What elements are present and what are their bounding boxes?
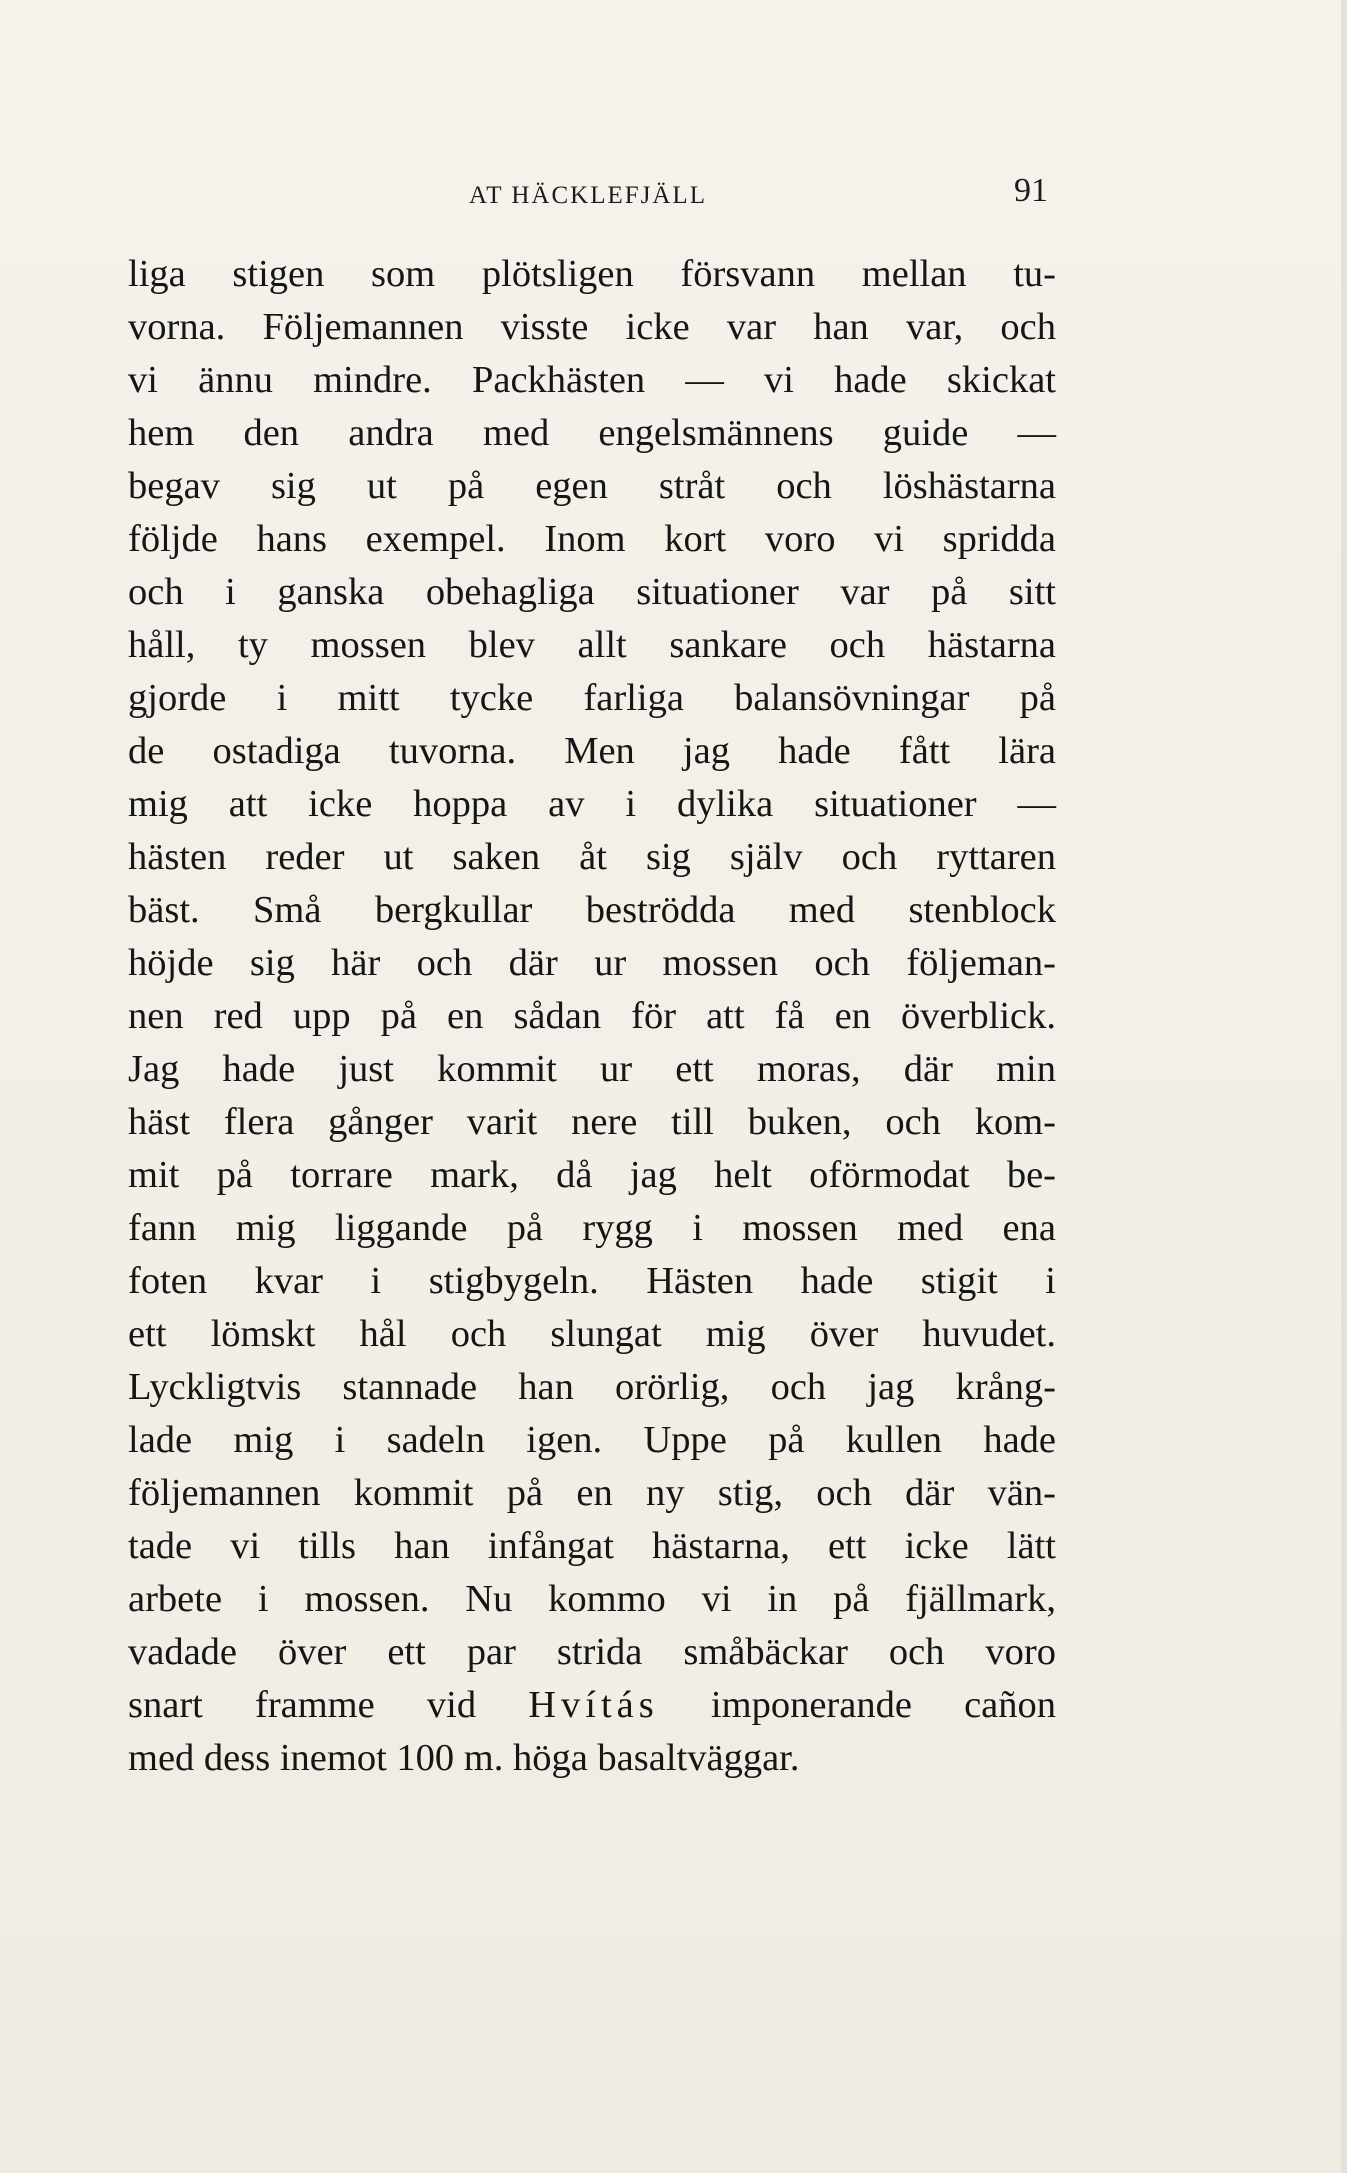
text-line: ett lömskt hål och slungat mig över huvudet. bbox=[128, 1313, 1056, 1355]
text-line: hem den andra med engelsmännens guide — bbox=[128, 412, 1056, 454]
text-line: och i ganska obehagliga situationer var på sitt bbox=[128, 571, 1056, 613]
text-line: mit på torrare mark, då jag helt oförmodat be- bbox=[128, 1154, 1056, 1196]
text-line: begav sig ut på egen stråt och löshästarna bbox=[128, 465, 1056, 507]
text-line: vi ännu mindre. Packhästen — vi hade skickat bbox=[128, 359, 1056, 401]
spaced-place-name: Hvítás bbox=[528, 1684, 659, 1726]
text-line: följde hans exempel. Inom kort voro vi spridda bbox=[128, 518, 1056, 560]
text-line: de ostadiga tuvorna. Men jag hade fått lära bbox=[128, 730, 1056, 772]
text-line: Lyckligtvis stannade han orörlig, och jag krång- bbox=[128, 1366, 1056, 1408]
text-line: häst flera gånger varit nere till buken, och kom- bbox=[128, 1101, 1056, 1143]
text-line: foten kvar i stigbygeln. Hästen hade stigit i bbox=[128, 1260, 1056, 1302]
text-line: liga stigen som plötsligen försvann mellan tu- bbox=[128, 253, 1056, 295]
body-text bbox=[128, 248, 1056, 1785]
text-line: hästen reder ut saken åt sig själv och ryttaren bbox=[128, 836, 1056, 878]
text-line bbox=[128, 1679, 1056, 1732]
text-line: mig att icke hoppa av i dylika situationer — bbox=[128, 783, 1056, 825]
text-line: vorna. Följemannen visste icke var han var, och bbox=[128, 306, 1056, 348]
page-edge-shadow bbox=[1341, 0, 1347, 2173]
text-segment: snart framme vid bbox=[128, 1684, 529, 1726]
text-line: höjde sig här och där ur mossen och följeman- bbox=[128, 942, 1056, 984]
text-line: gjorde i mitt tycke farliga balansövningar på bbox=[128, 677, 1056, 719]
text-line: följemannen kommit på en ny stig, och där vän- bbox=[128, 1472, 1056, 1514]
text-line: bäst. Små bergkullar beströdda med stenblock bbox=[128, 889, 1056, 931]
page-header bbox=[128, 172, 1048, 222]
text-line: arbete i mossen. Nu kommo vi in på fjällmark, bbox=[128, 1578, 1056, 1620]
text-line: vadade över ett par strida småbäckar och voro bbox=[128, 1631, 1056, 1673]
text-segment: imponerande cañon bbox=[658, 1684, 1056, 1726]
text-line-last: med dess inemot 100 m. höga basaltväggar. bbox=[128, 1737, 800, 1779]
text-line: Jag hade just kommit ur ett moras, där min bbox=[128, 1048, 1056, 1090]
text-line: lade mig i sadeln igen. Uppe på kullen hade bbox=[128, 1419, 1056, 1461]
text-line: håll, ty mossen blev allt sankare och hästarna bbox=[128, 624, 1056, 666]
page-number: 91 bbox=[1014, 172, 1048, 209]
text-line: fann mig liggande på rygg i mossen med ena bbox=[128, 1207, 1056, 1249]
running-title: AT HÄCKLEFJÄLL bbox=[469, 182, 707, 209]
text-line: tade vi tills han infångat hästarna, ett icke lätt bbox=[128, 1525, 1056, 1567]
text-line: nen red upp på en sådan för att få en överblick. bbox=[128, 995, 1056, 1037]
